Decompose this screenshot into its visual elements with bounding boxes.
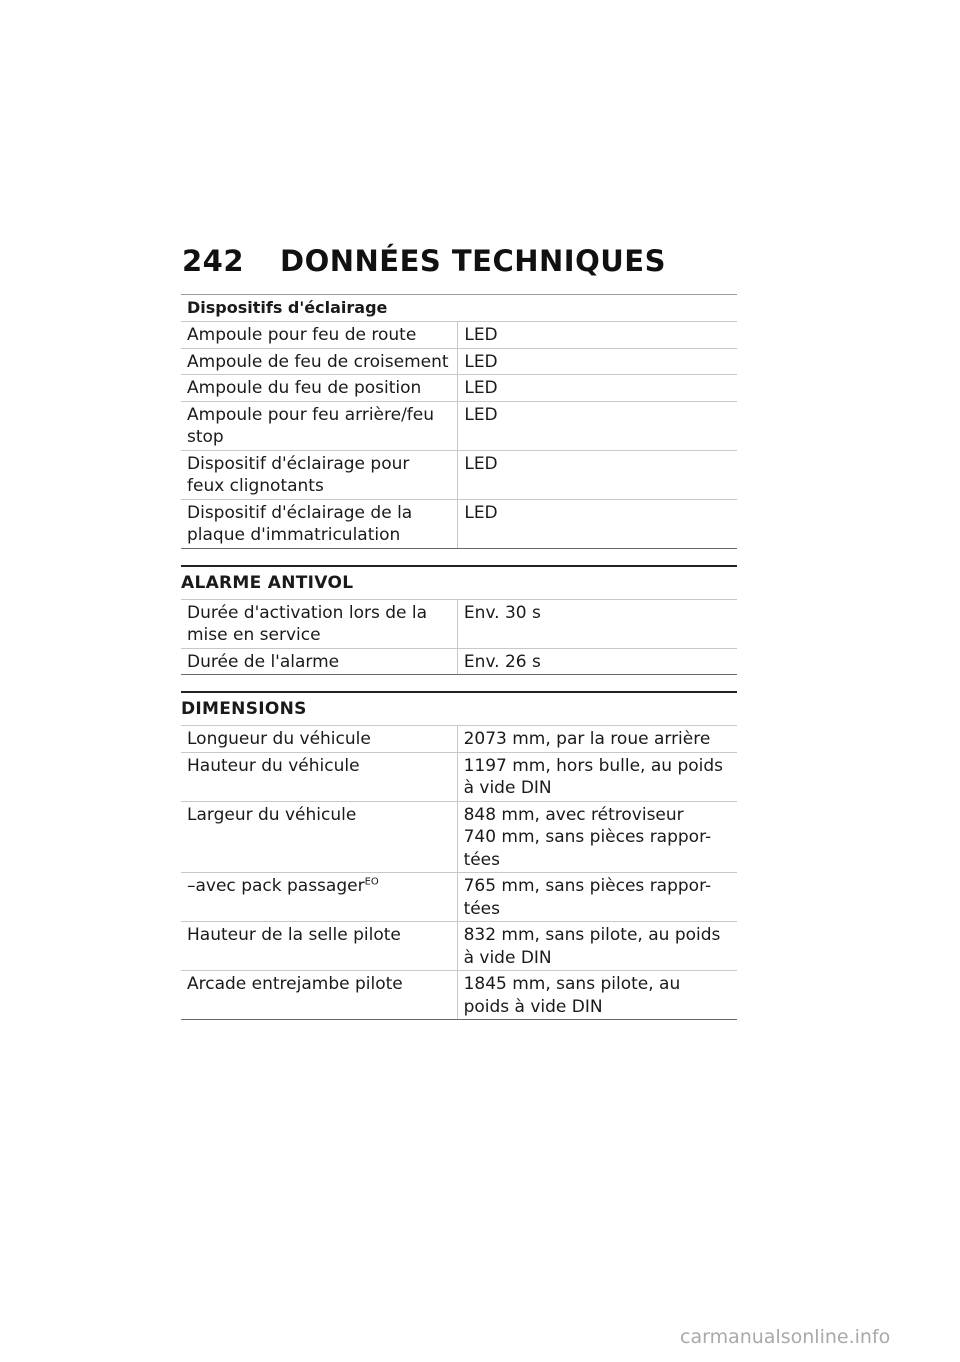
table-row <box>181 922 737 971</box>
row-value: 1197 mm, hors bulle, au poids à vide DIN <box>457 752 737 801</box>
row-value: 2073 mm, par la roue arrière <box>457 726 737 753</box>
option-superscript: EO <box>364 876 379 888</box>
lighting-section-title: Dispositifs d'éclairage <box>181 294 737 321</box>
table-row <box>181 873 737 922</box>
row-value: LED <box>458 450 737 499</box>
table-row <box>181 599 737 648</box>
content <box>181 294 737 1020</box>
table-row <box>181 752 737 801</box>
row-label: Dispositif d'éclairage pour feux clignotants <box>181 450 458 499</box>
page-title: DONNÉES TECHNIQUES <box>280 244 666 278</box>
row-label: Durée d'activation lors de la mise en service <box>181 599 457 648</box>
row-value: LED <box>458 322 737 349</box>
row-label: Hauteur du véhicule <box>181 752 457 801</box>
table-row <box>181 801 737 873</box>
alarm-table <box>181 599 737 676</box>
row-label: Dispositif d'éclairage de la plaque d'immatriculation <box>181 499 458 548</box>
table-row <box>181 726 737 753</box>
row-value: LED <box>458 401 737 450</box>
row-label: Longueur du véhicule <box>181 726 457 753</box>
row-value: 765 mm, sans pièces rappor-tées <box>457 873 737 922</box>
row-label: Ampoule pour feu arrière/feu stop <box>181 401 458 450</box>
dimensions-section <box>181 691 737 1020</box>
watermark: carmanualsonline.info <box>680 1326 891 1348</box>
table-row <box>181 375 737 402</box>
dimensions-section-title: DIMENSIONS <box>181 699 307 719</box>
dimensions-table <box>181 725 737 1020</box>
row-value: LED <box>458 375 737 402</box>
alarm-section <box>181 565 737 676</box>
row-value: 832 mm, sans pilote, au poids à vide DIN <box>457 922 737 971</box>
row-value: 1845 mm, sans pilote, au poids à vide DIN <box>457 971 737 1020</box>
table-row <box>181 499 737 548</box>
table-row <box>181 971 737 1020</box>
row-value: LED <box>458 499 737 548</box>
row-label-cell <box>181 873 457 922</box>
table-row <box>181 450 737 499</box>
page-header <box>182 244 666 278</box>
row-label: Ampoule pour feu de route <box>181 322 458 349</box>
page-number: 242 <box>182 244 245 278</box>
row-label: –avec pack passager <box>187 876 365 896</box>
row-label: Largeur du véhicule <box>181 801 457 873</box>
row-value-line: 848 mm, avec rétroviseur <box>463 804 684 825</box>
row-value-line: 740 mm, sans pièces rappor-tées <box>463 827 712 870</box>
table-row <box>181 348 737 375</box>
row-value: Env. 26 s <box>457 648 737 675</box>
row-label: Hauteur de la selle pilote <box>181 922 457 971</box>
row-label: Ampoule du feu de position <box>181 375 458 402</box>
table-row <box>181 401 737 450</box>
row-value: Env. 30 s <box>457 599 737 648</box>
table-row <box>181 322 737 349</box>
alarm-section-title: ALARME ANTIVOL <box>181 572 354 593</box>
lighting-table <box>181 321 737 549</box>
row-label: Durée de l'alarme <box>181 648 457 675</box>
row-value: LED <box>458 348 737 375</box>
table-row <box>181 648 737 675</box>
row-label: Ampoule de feu de croisement <box>181 348 458 375</box>
row-value <box>457 801 737 873</box>
row-label: Arcade entrejambe pilote <box>181 971 457 1020</box>
